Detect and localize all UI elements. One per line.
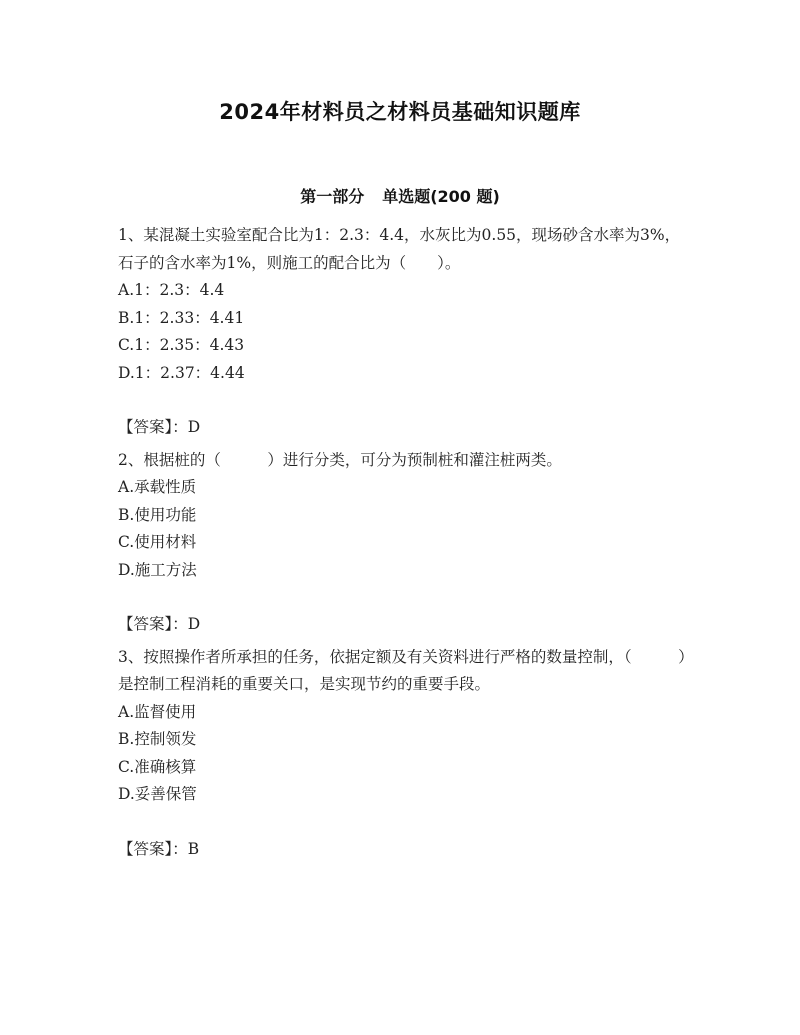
answer: 【答案】：B — [118, 839, 200, 858]
question-stem: 3、按照操作者所承担的任务，依据定额及有关资料进行严格的数量控制，（ ）是控制工程消耗的重要关口，是实现节约的重要手段。 — [118, 647, 686, 693]
question-stem: 1、某混凝土实验室配合比为1：2.3：4.4，水灰比为0.55，现场砂含水率为3%，石子的含水率为1%，则施工的配合比为（ ）。 — [118, 226, 681, 272]
document-title: 2024年材料员之材料员基础知识题库 — [219, 100, 581, 124]
question-1 — [118, 222, 688, 442]
option-c: C.准确核算 — [118, 757, 197, 776]
section-name: 单选题(200 题) — [382, 187, 500, 206]
option-d: D.1：2.37：4.44 — [118, 363, 245, 382]
option-b: B.使用功能 — [118, 505, 197, 524]
option-b: B.1：2.33：4.41 — [118, 308, 245, 327]
option-c: C.1：2.35：4.43 — [118, 336, 245, 354]
answer: 【答案】：D — [118, 418, 201, 436]
option-b: B.控制领发 — [118, 730, 197, 748]
section-heading — [0, 184, 800, 207]
option-d: D.妥善保管 — [118, 785, 197, 803]
question-list — [118, 222, 688, 863]
question-2 — [118, 447, 688, 639]
answer: 【答案】：D — [118, 615, 201, 633]
option-a: A.监督使用 — [118, 702, 197, 721]
question-3 — [118, 644, 688, 864]
option-a: A.承载性质 — [118, 478, 197, 496]
section-part: 第一部分 — [300, 187, 365, 206]
option-d: D.施工方法 — [118, 560, 197, 579]
question-stem: 2、根据桩的（ ）进行分类，可分为预制桩和灌注桩两类。 — [118, 450, 562, 469]
option-a: A.1：2.3：4.4 — [118, 281, 225, 299]
option-c: C.使用材料 — [118, 533, 197, 551]
